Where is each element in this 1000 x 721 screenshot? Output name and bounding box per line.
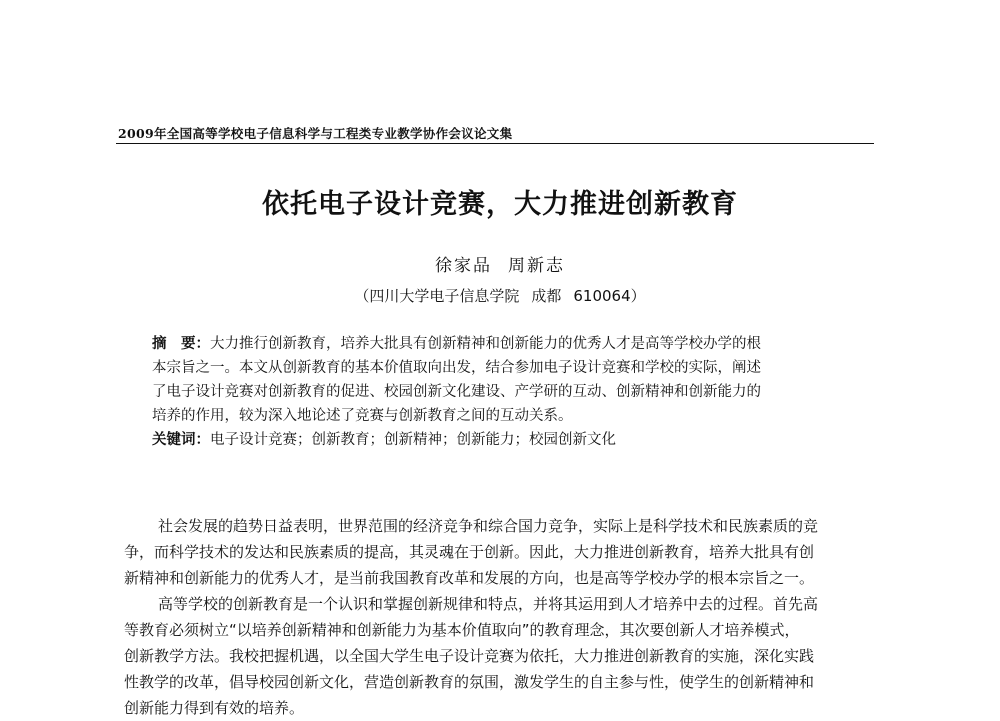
affiliation: [0, 285, 1000, 306]
body-line: 创新教学方法。我校把握机遇，以全国大学生电子设计竞赛为依托，大力推进创新教育的实施，深化实践: [124, 647, 815, 665]
abstract-line: 本宗旨之一。本文从创新教育的基本价值取向出发，结合参加电子设计竞赛和学校的实际，阐述: [152, 360, 761, 376]
body-line: 新精神和创新能力的优秀人才，是当前我国教育改革和发展的方向，也是高等学校办学的根本宗旨之一。: [124, 569, 815, 587]
abstract-line: 了电子设计竞赛对创新教育的促进、校园创新文化建设、产学研的互动、创新精神和创新能力的: [152, 384, 761, 400]
body-line: 性教学的改革，倡导校园创新文化，营造创新教育的氛围，激发学生的自主参与性，使学生的创新精神和: [124, 673, 815, 691]
author-name: 徐家品: [435, 256, 492, 276]
header-rule: [116, 143, 874, 144]
affiliation-institution: 四川大学电子信息学院: [369, 287, 520, 305]
abstract: [152, 332, 852, 452]
body-line: 社会发展的趋势日益表明，世界范围的经济竞争和综合国力竞争，实际上是科学技术和民族素质的竞: [158, 517, 819, 535]
body-text: [124, 513, 884, 721]
body-line: 争，而科学技术的发达和民族素质的提高，其灵魂在于创新。因此，大力推进创新教育，培养大批具有创: [124, 543, 815, 561]
body-line: 等教育必须树立“以培养创新精神和创新能力为基本价值取向”的教育理念，其次要创新人才培养模式，: [124, 621, 800, 639]
paper-title: 依托电子设计竞赛，大力推进创新教育: [262, 189, 738, 220]
affiliation-open-paren: （: [354, 287, 370, 305]
affiliation-city: 成都: [531, 287, 562, 305]
body-line: 高等学校的创新教育是一个认识和掌握创新规律和特点，并将其运用到人才培养中去的过程。首先高: [158, 595, 819, 613]
running-header: 2009年全国高等学校电子信息科学与工程类专业教学协作会议论文集: [118, 126, 513, 141]
keywords-text: 电子设计竞赛；创新教育；创新精神；创新能力；校园创新文化: [210, 432, 616, 448]
abstract-label: 摘 要：: [152, 336, 210, 352]
abstract-line: 培养的作用，较为深入地论述了竞赛与创新教育之间的互动关系。: [152, 408, 573, 424]
abstract-line: [152, 332, 852, 356]
keywords-line: [152, 428, 852, 452]
author-list: [0, 251, 1000, 276]
affiliation-postcode: 610064: [573, 287, 631, 305]
abstract-text: 大力推行创新教育，培养大批具有创新精神和创新能力的优秀人才是高等学校办学的根: [210, 336, 761, 352]
affiliation-close-paren: ）: [630, 287, 646, 305]
body-line: 创新能力得到有效的培养。: [124, 699, 305, 717]
keywords-label: 关键词：: [152, 432, 210, 448]
author-name: 周新志: [508, 256, 565, 276]
